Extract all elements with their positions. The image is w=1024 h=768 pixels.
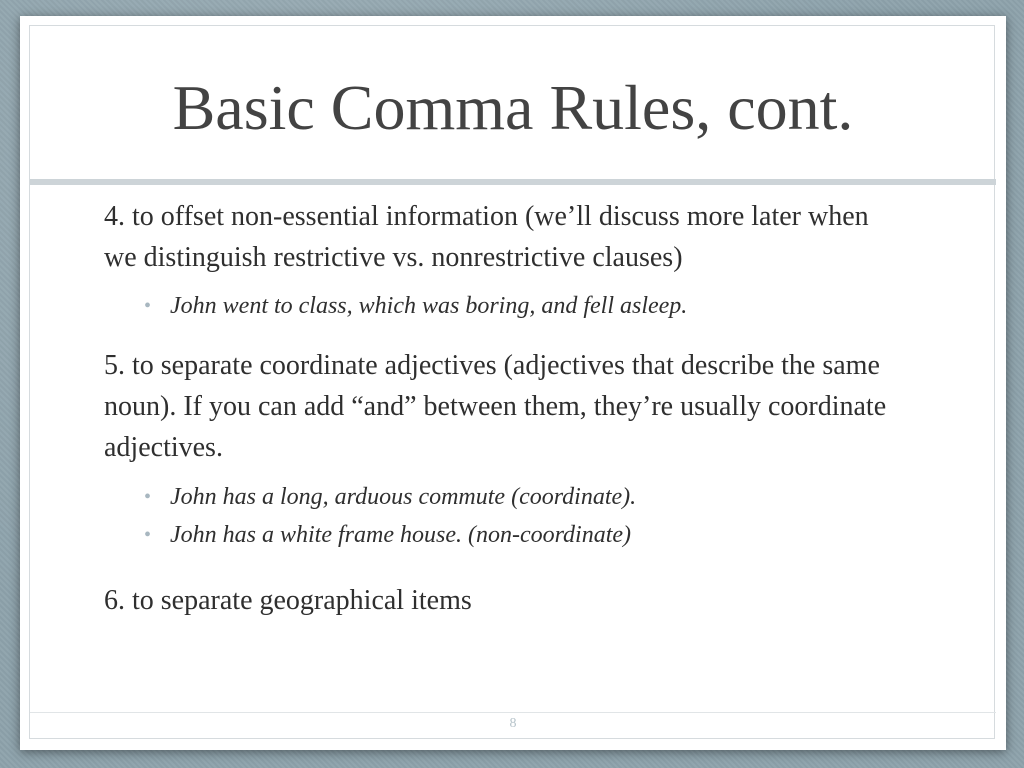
rule-6-text: 6. to separate geographical items [104, 585, 472, 616]
slide-title: Basic Comma Rules, cont. [172, 72, 854, 143]
rule-4-text: 4. to offset non-essential information (we’ll discuss more later when we distinguish restrictive vs. nonrestrictive clauses) [104, 201, 869, 273]
bullet-icon: • [144, 524, 152, 546]
example-text: John has a long, arduous commute (coordinate). [170, 484, 637, 510]
footer-divider [30, 712, 996, 713]
rule-4-example-1 [104, 291, 904, 321]
example-text: John has a white frame house. (non-coordinate) [170, 522, 632, 548]
slide [20, 16, 1006, 750]
bullet-icon: • [144, 295, 152, 317]
example-text: John went to class, which was boring, and fell asleep. [170, 293, 688, 319]
rule-5-example-2 [104, 520, 904, 550]
rule-5-example-1 [104, 482, 904, 512]
title-divider [30, 179, 996, 185]
rule-5-text: 5. to separate coordinate adjectives (adjectives that describe the same noun). If you can add “and” between them, they’re usually coordinate adjectives. [104, 350, 887, 463]
slide-body [104, 196, 904, 621]
bullet-icon: • [144, 486, 152, 508]
page-number: 8 [509, 716, 517, 731]
